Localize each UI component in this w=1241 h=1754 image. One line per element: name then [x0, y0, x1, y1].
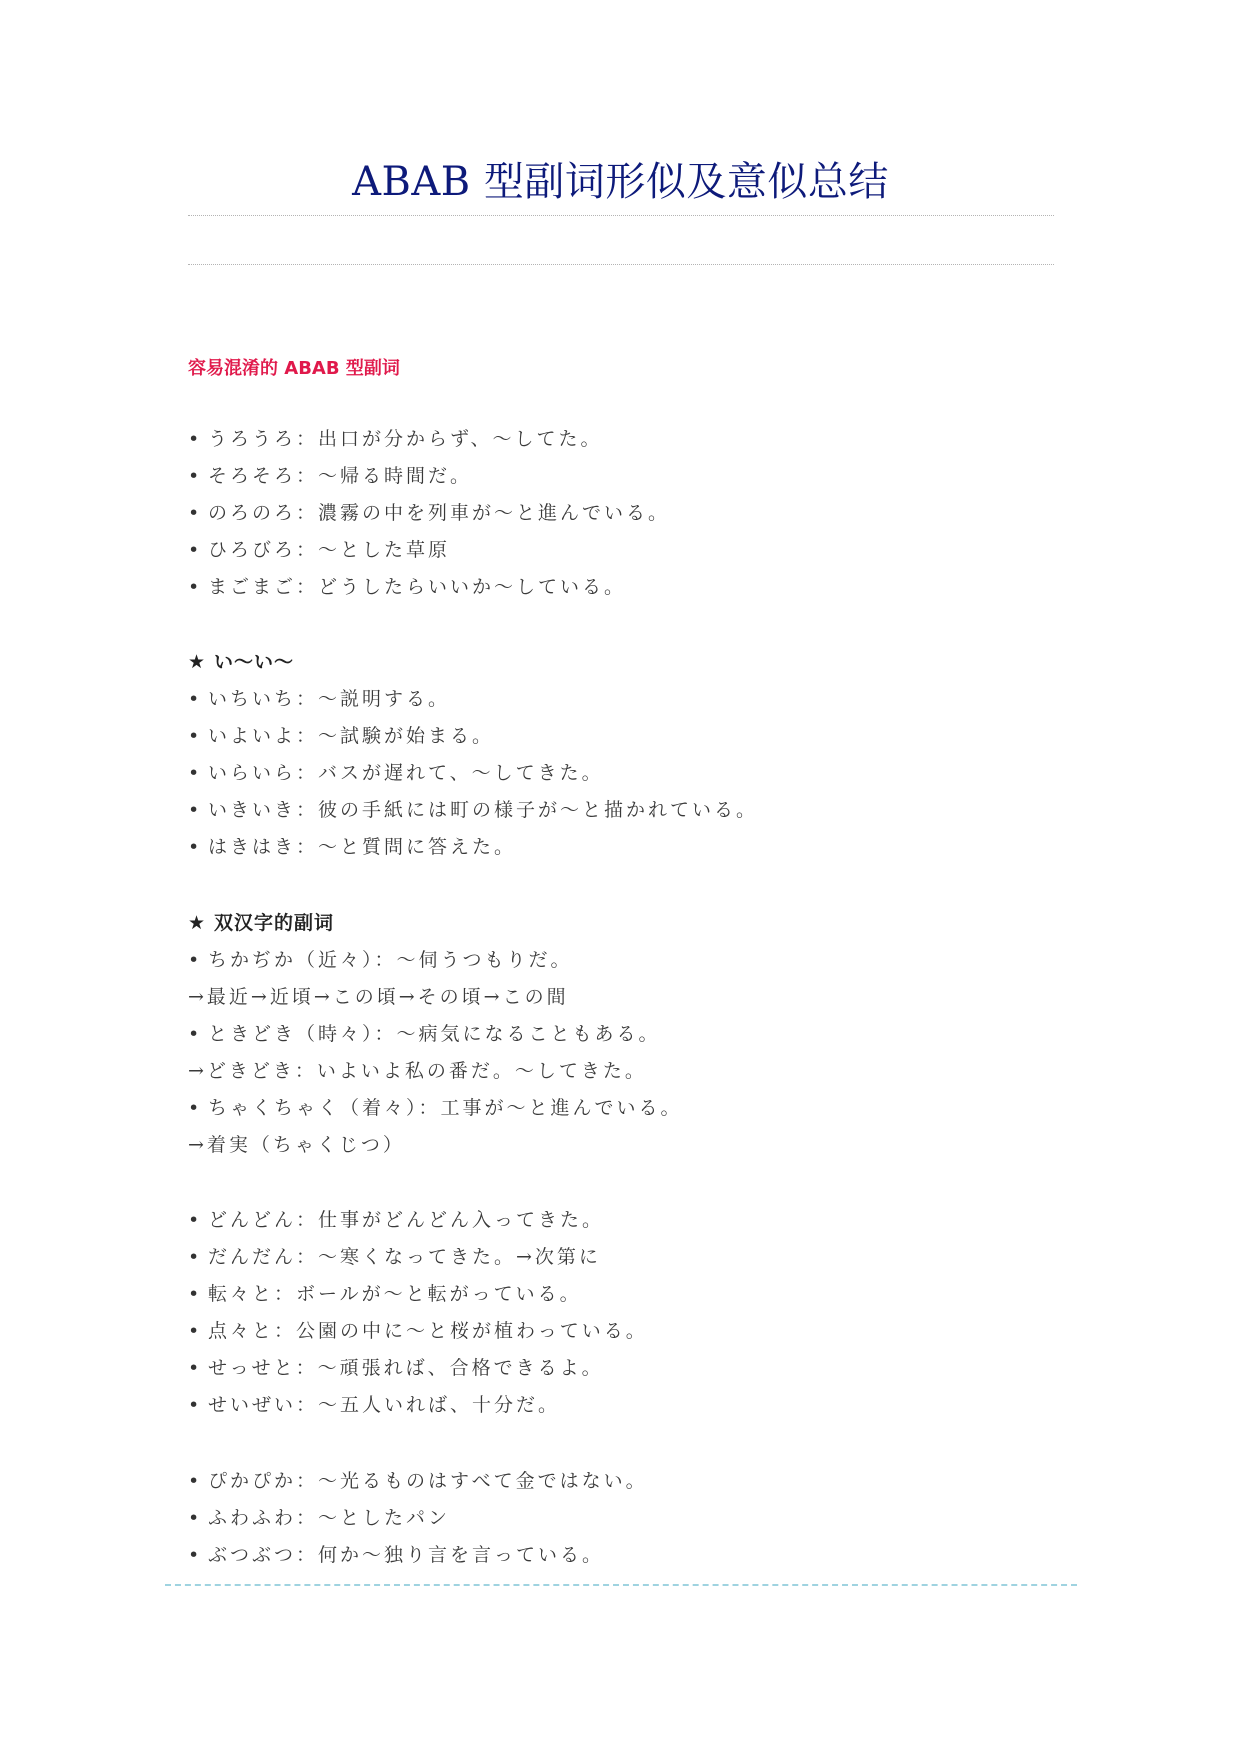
bullet-icon: • — [188, 1507, 200, 1529]
list-item — [188, 721, 494, 751]
bullet-icon: • — [188, 1246, 200, 1268]
related-note — [188, 982, 569, 1012]
list-item — [188, 1205, 604, 1235]
list-item-text: うろうろ：出口が分からず、～してた。 — [208, 428, 603, 450]
bullet-icon: • — [188, 465, 200, 487]
bullet-icon: • — [188, 539, 200, 561]
list-item-text: いきいき：彼の手紙には町の様子が～と描かれている。 — [208, 799, 759, 821]
star-icon: ★ — [188, 912, 207, 934]
list-item-text: のろのろ：濃霧の中を列車が～と進んでいる。 — [208, 502, 671, 524]
list-item-text: ちゃくちゃく（着々）：工事が～と進んでいる。 — [208, 1097, 683, 1119]
bullet-icon: • — [188, 799, 200, 821]
note-text: →どきどき：いよいよ私の番だ。～してきた。 — [188, 1060, 647, 1082]
list-item-text: まごまご：どうしたらいいか～している。 — [208, 576, 627, 598]
subheading-text: い～い～ — [214, 651, 295, 673]
list-item-text: ときどき（時々）：～病気になることもある。 — [208, 1023, 661, 1045]
list-item-text: そろそろ：～帰る時間だ。 — [208, 465, 473, 487]
list-item — [188, 1316, 648, 1346]
bullet-icon: • — [188, 1394, 200, 1416]
list-item-text: ふわふわ：～としたパン — [208, 1507, 451, 1529]
list-item — [188, 424, 602, 454]
list-item-text: いらいら：バスが遅れて、～してきた。 — [208, 762, 604, 784]
list-item-text: いちいち：～説明する。 — [208, 688, 451, 710]
list-item — [188, 1390, 560, 1420]
list-item-text: せいぜい：～五人いれば、十分だ。 — [208, 1394, 561, 1416]
bullet-icon: • — [188, 1023, 200, 1045]
related-note — [188, 1056, 647, 1086]
bullet-icon: • — [188, 1283, 200, 1305]
list-item-text: だんだん：～寒くなってきた。→次第に — [208, 1246, 601, 1268]
list-item — [188, 684, 450, 714]
list-item — [188, 1019, 661, 1049]
title-rule-bottom — [188, 264, 1054, 265]
list-item-text: どんどん：仕事がどんどん入ってきた。 — [208, 1209, 605, 1231]
bullet-icon: • — [188, 688, 200, 710]
list-item-text: 転々と：ボールが～と転がっている。 — [208, 1283, 582, 1305]
list-item — [188, 1503, 450, 1533]
note-text: →着実（ちゃくじつ） — [188, 1134, 405, 1156]
subheading — [188, 647, 294, 677]
page-title: ABAB 型副词形似及意似总结 — [352, 159, 889, 205]
list-item — [188, 461, 472, 491]
list-item-text: 点々と：公園の中に～と桜が植わっている。 — [208, 1320, 648, 1342]
note-text: →最近→近頃→この頃→その頃→この間 — [188, 986, 569, 1008]
list-item — [188, 1540, 604, 1570]
bullet-icon: • — [188, 1544, 200, 1566]
related-note — [188, 1130, 405, 1160]
list-item-text: はきはき：～と質問に答えた。 — [208, 836, 517, 858]
list-item — [188, 795, 758, 825]
list-item — [188, 535, 450, 565]
bullet-icon: • — [188, 762, 200, 784]
bullet-icon: • — [188, 1320, 200, 1342]
star-icon: ★ — [188, 651, 207, 673]
bullet-icon: • — [188, 1209, 200, 1231]
list-item-text: ぶつぶつ：何か～独り言を言っている。 — [208, 1544, 605, 1566]
list-item-text: いよいよ：～試験が始まる。 — [208, 725, 495, 747]
list-item-text: ちかぢか（近々）：～伺うつもりだ。 — [208, 949, 573, 971]
list-item — [188, 1093, 683, 1123]
list-item — [188, 498, 670, 528]
list-item — [188, 945, 573, 975]
section-heading: 容易混淆的 ABAB 型副词 — [188, 358, 400, 379]
bullet-icon: • — [188, 1470, 200, 1492]
footer-divider — [165, 1584, 1077, 1586]
list-item — [188, 758, 604, 788]
bullet-icon: • — [188, 725, 200, 747]
bullet-icon: • — [188, 428, 200, 450]
bullet-icon: • — [188, 1097, 200, 1119]
list-item — [188, 572, 626, 602]
list-item — [188, 1353, 604, 1383]
title-rule-top — [188, 215, 1054, 216]
list-item-text: せっせと：～頑張れば、合格できるよ。 — [208, 1357, 604, 1379]
bullet-icon: • — [188, 836, 200, 858]
list-item-text: ぴかぴか：～光るものはすべて金ではない。 — [208, 1470, 648, 1492]
subheading-text: 双汉字的副词 — [214, 912, 335, 934]
bullet-icon: • — [188, 949, 200, 971]
list-item-text: ひろびろ：～とした草原 — [208, 539, 451, 561]
list-item — [188, 1279, 582, 1309]
list-item — [188, 1242, 601, 1272]
subheading — [188, 908, 334, 938]
bullet-icon: • — [188, 576, 200, 598]
bullet-icon: • — [188, 1357, 200, 1379]
list-item — [188, 1466, 648, 1496]
list-item — [188, 832, 516, 862]
bullet-icon: • — [188, 502, 200, 524]
